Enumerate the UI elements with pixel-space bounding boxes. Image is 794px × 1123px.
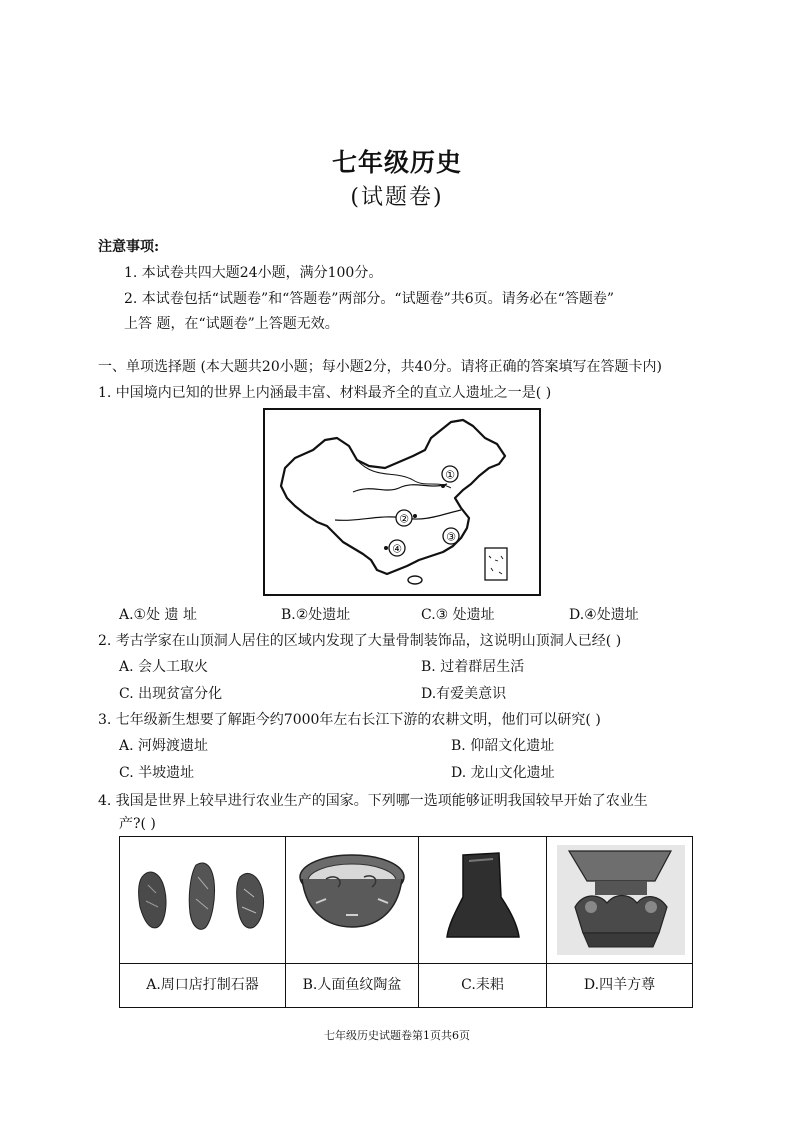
four-ram-zun-image <box>547 837 692 963</box>
q2-option-b: B. 过着群居生活 <box>421 659 525 675</box>
marker-4 <box>384 540 405 556</box>
q3-option-a: A. 河姆渡遗址 <box>119 738 209 754</box>
q2-option-c: C. 出现贫富分化 <box>119 686 223 702</box>
q1-option-b: B.②处遗址 <box>281 607 351 623</box>
hainan-island <box>408 576 422 584</box>
q4-option-c: C.耒耜 <box>461 977 504 993</box>
china-map-svg <box>265 410 539 594</box>
section-1-heading: 一、单项选择题 (本大题共20小题；每小题2分，共40分。请将正确的答案填写在答题卡内) <box>98 359 662 375</box>
notice-line-3: 上答 题，在“试题卷”上答题无效。 <box>124 316 339 332</box>
notice-heading: 注意事项: <box>98 239 160 255</box>
svg-text:④: ④ <box>392 542 402 556</box>
page-footer: 七年级历史试题卷第1页共6页 <box>324 1029 470 1042</box>
notice-line-2: 2. 本试卷包括“试题卷”和“答题卷”两部分。“试题卷”共6页。请务必在“答题卷” <box>124 291 614 307</box>
page-title: 七年级历史 <box>331 148 462 177</box>
question-3-stem: 3. 七年级新生想要了解距今约7000年左右长江下游的农耕文明，他们可以研究( ) <box>98 712 601 728</box>
q3-option-d: D. 龙山文化遗址 <box>451 765 555 781</box>
stone-tools-image <box>120 837 285 963</box>
q1-option-a: A.①处 遗 址 <box>119 607 198 623</box>
leisi-plow-image <box>419 837 546 963</box>
notice-line-1: 1. 本试卷共四大题24小题，满分100分。 <box>124 265 383 281</box>
south-sea-islands <box>489 556 503 574</box>
china-map-figure <box>263 408 541 596</box>
svg-text:①: ① <box>445 468 455 482</box>
q3-option-c: C. 半坡遗址 <box>119 765 195 781</box>
q4-option-a: A.周口店打制石器 <box>146 977 259 993</box>
svg-text:②: ② <box>399 512 409 526</box>
question-4-stem-line-1: 4. 我国是世界上较早进行农业生产的国家。下列哪一选项能够证明我国较早开始了农业生 <box>98 793 648 809</box>
q4-option-b: B.人面鱼纹陶盆 <box>302 977 402 993</box>
q4-option-d: D.四羊方尊 <box>583 977 656 993</box>
yellow-river <box>353 484 447 492</box>
fish-pattern-pottery-image <box>286 837 418 963</box>
south-sea-inset <box>485 548 507 580</box>
question-1-stem: 1. 中国境内已知的世界上内涵最丰富、材料最齐全的直立人遗址之一是( ) <box>98 385 552 401</box>
inner-border <box>357 460 451 488</box>
q1-option-c: C.③ 处遗址 <box>421 607 495 623</box>
q3-option-b: B. 仰韶文化遗址 <box>451 738 555 754</box>
marker-1 <box>441 466 458 488</box>
marker-3 <box>443 528 459 544</box>
question-4-stem-line-2: 产?( ) <box>119 816 156 832</box>
q2-option-a: A. 会人工取火 <box>119 659 209 675</box>
q1-option-d: D.④处遗址 <box>569 607 639 623</box>
q4-options-table <box>119 836 693 1008</box>
question-2-stem: 2. 考古学家在山顶洞人居住的区域内发现了大量骨制装饰品，这说明山顶洞人已经( ) <box>98 633 622 649</box>
q2-option-d: D.有爱美意识 <box>421 686 507 702</box>
svg-text:③: ③ <box>446 530 456 544</box>
marker-2 <box>396 510 417 526</box>
page-subtitle: (试题卷) <box>350 185 444 210</box>
